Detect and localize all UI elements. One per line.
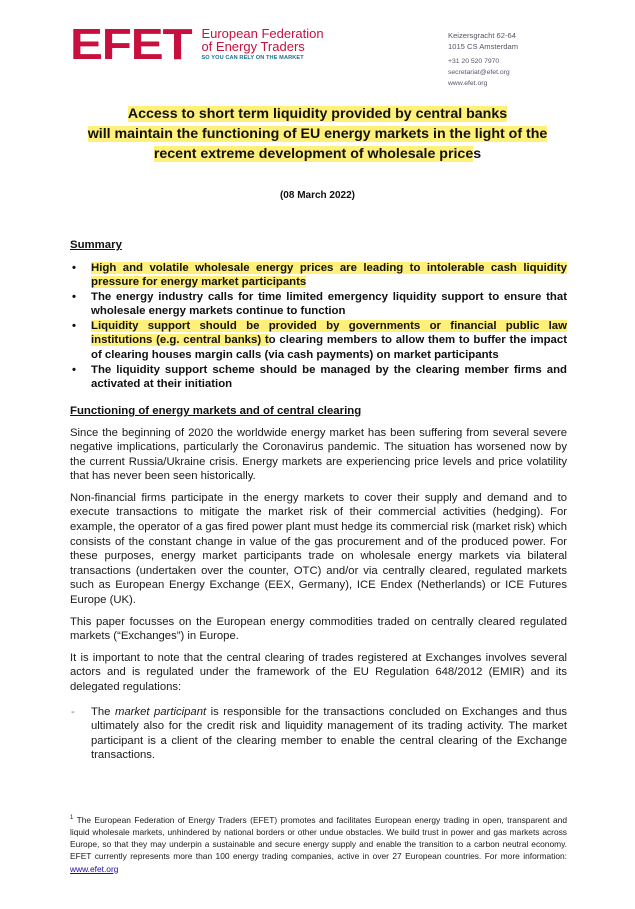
address-city: 1015 CS Amsterdam [448, 42, 519, 51]
bullet-icon: • [72, 261, 76, 274]
address-website: www.efet.org [448, 80, 488, 87]
paragraph: This paper focusses on the European energy commodities traded on centrally cleared regulated markets (“Exchanges”) in Europe. [70, 615, 567, 643]
address-block [448, 30, 518, 89]
section-heading: Functioning of energy markets and of central clearing [70, 405, 362, 417]
logo-name-line1: European Federation [201, 26, 324, 41]
logo-text [201, 27, 323, 61]
address-phone: +31 20 520 7970 [448, 58, 500, 65]
logo-tagline: SO YOU CAN RELY ON THE MARKET [201, 55, 304, 61]
paragraph: Since the beginning of 2020 the worldwide energy market has been suffering from several severe negative implications, particularly the Coronavirus pandemic. The situation has worsened now by the current Russia/Ukraine crisis. Energy markets are experiencing price levels and price volatility that has never been seen historically. [70, 426, 567, 483]
footnote-marker: 1 [70, 815, 74, 821]
title-line-1: Access to short term liquidity provided by central banks [127, 106, 508, 122]
document-title [60, 104, 575, 164]
address-email: secretariat@efet.org [448, 69, 510, 76]
bullet-icon: • [72, 363, 76, 376]
title-line-3: recent extreme development of wholesale price [153, 146, 474, 162]
footnote [70, 812, 567, 875]
bullet-icon: • [72, 319, 76, 332]
address-street: Keizersgracht 62-64 [448, 31, 516, 40]
summary-heading: Summary [70, 239, 122, 251]
title-line-3-end: s [473, 146, 482, 162]
bullet-icon: • [72, 290, 76, 303]
dash-list-item: - The market participant is responsible for the transactions concluded on Exchanges and thus ultimately also for the credit risk and liquidity management of its trading activity. The market participant is a client of the clearing member to enable the central clearing of the Exchange transactions. [71, 705, 567, 762]
summary-bullets [70, 261, 567, 392]
logo-name-line2: of Energy Traders [201, 39, 305, 54]
paragraph: It is important to note that the central clearing of trades registered at Exchanges involves several actors and is regulated under the framework of the EU Regulation 648/2012 (EMIR) and its delegated regulations: [70, 651, 567, 693]
summary-bullet: • The liquidity support scheme should be managed by the clearing member firms and activated at their initiation [72, 363, 567, 391]
efet-website-link[interactable]: www.efet.org [70, 863, 119, 874]
logo-mark: EFET [70, 20, 192, 69]
summary-bullet: • High and volatile wholesale energy prices are leading to intolerable cash liquidity pressure for energy market participants [72, 261, 567, 289]
dash-bullet-icon: - [71, 705, 75, 718]
footnote-text: The European Federation of Energy Traders (EFET) promotes and facilitates European energy trading in open, transparent and liquid wholesale markets, unhindered by national borders or other undue obstacles. We build trust in power and gas markets across Europe, so that they may underpin a sustainable and secure energy supply and enable the transition to a carbon neutral economy. EFET currently represents more than 100 energy trading companies, active in over 27 European countries. For more information: [70, 814, 567, 862]
summary-section [70, 238, 567, 392]
summary-bullet: • Liquidity support should be provided by governments or financial public law institutions (e.g. central banks) to clearing members to allow them to buffer the impact of clearing houses margin calls (via cash payments) on market participants [72, 319, 568, 362]
title-line-2: will maintain the functioning of EU energy markets in the light of the [87, 126, 548, 142]
efet-logo [70, 20, 324, 69]
functioning-section [70, 404, 567, 763]
document-date: (08 March 2022) [279, 190, 356, 201]
paragraph: Non-financial firms participate in the energy markets to cover their supply and demand and to execute transactions to mitigate the market risk of their commercial activities (hedging). For example, the operator of a gas fired power plant must hedge its commercial risk (market risk) which consists of the constant change in value of the gas procurement and of the produced power. For these purposes, energy market participants trade on wholesale energy markets via bilateral transactions (undertaken over the counter, OTC) and/or via centrally cleared, regulated markets such as European Energy Exchange (EEX, Germany), ICE Endex (Netherlands) or ICE Futures Europe (UK). [70, 491, 567, 607]
summary-bullet: • The energy industry calls for time limited emergency liquidity support to ensure that wholesale energy markets continue to function [72, 290, 567, 318]
